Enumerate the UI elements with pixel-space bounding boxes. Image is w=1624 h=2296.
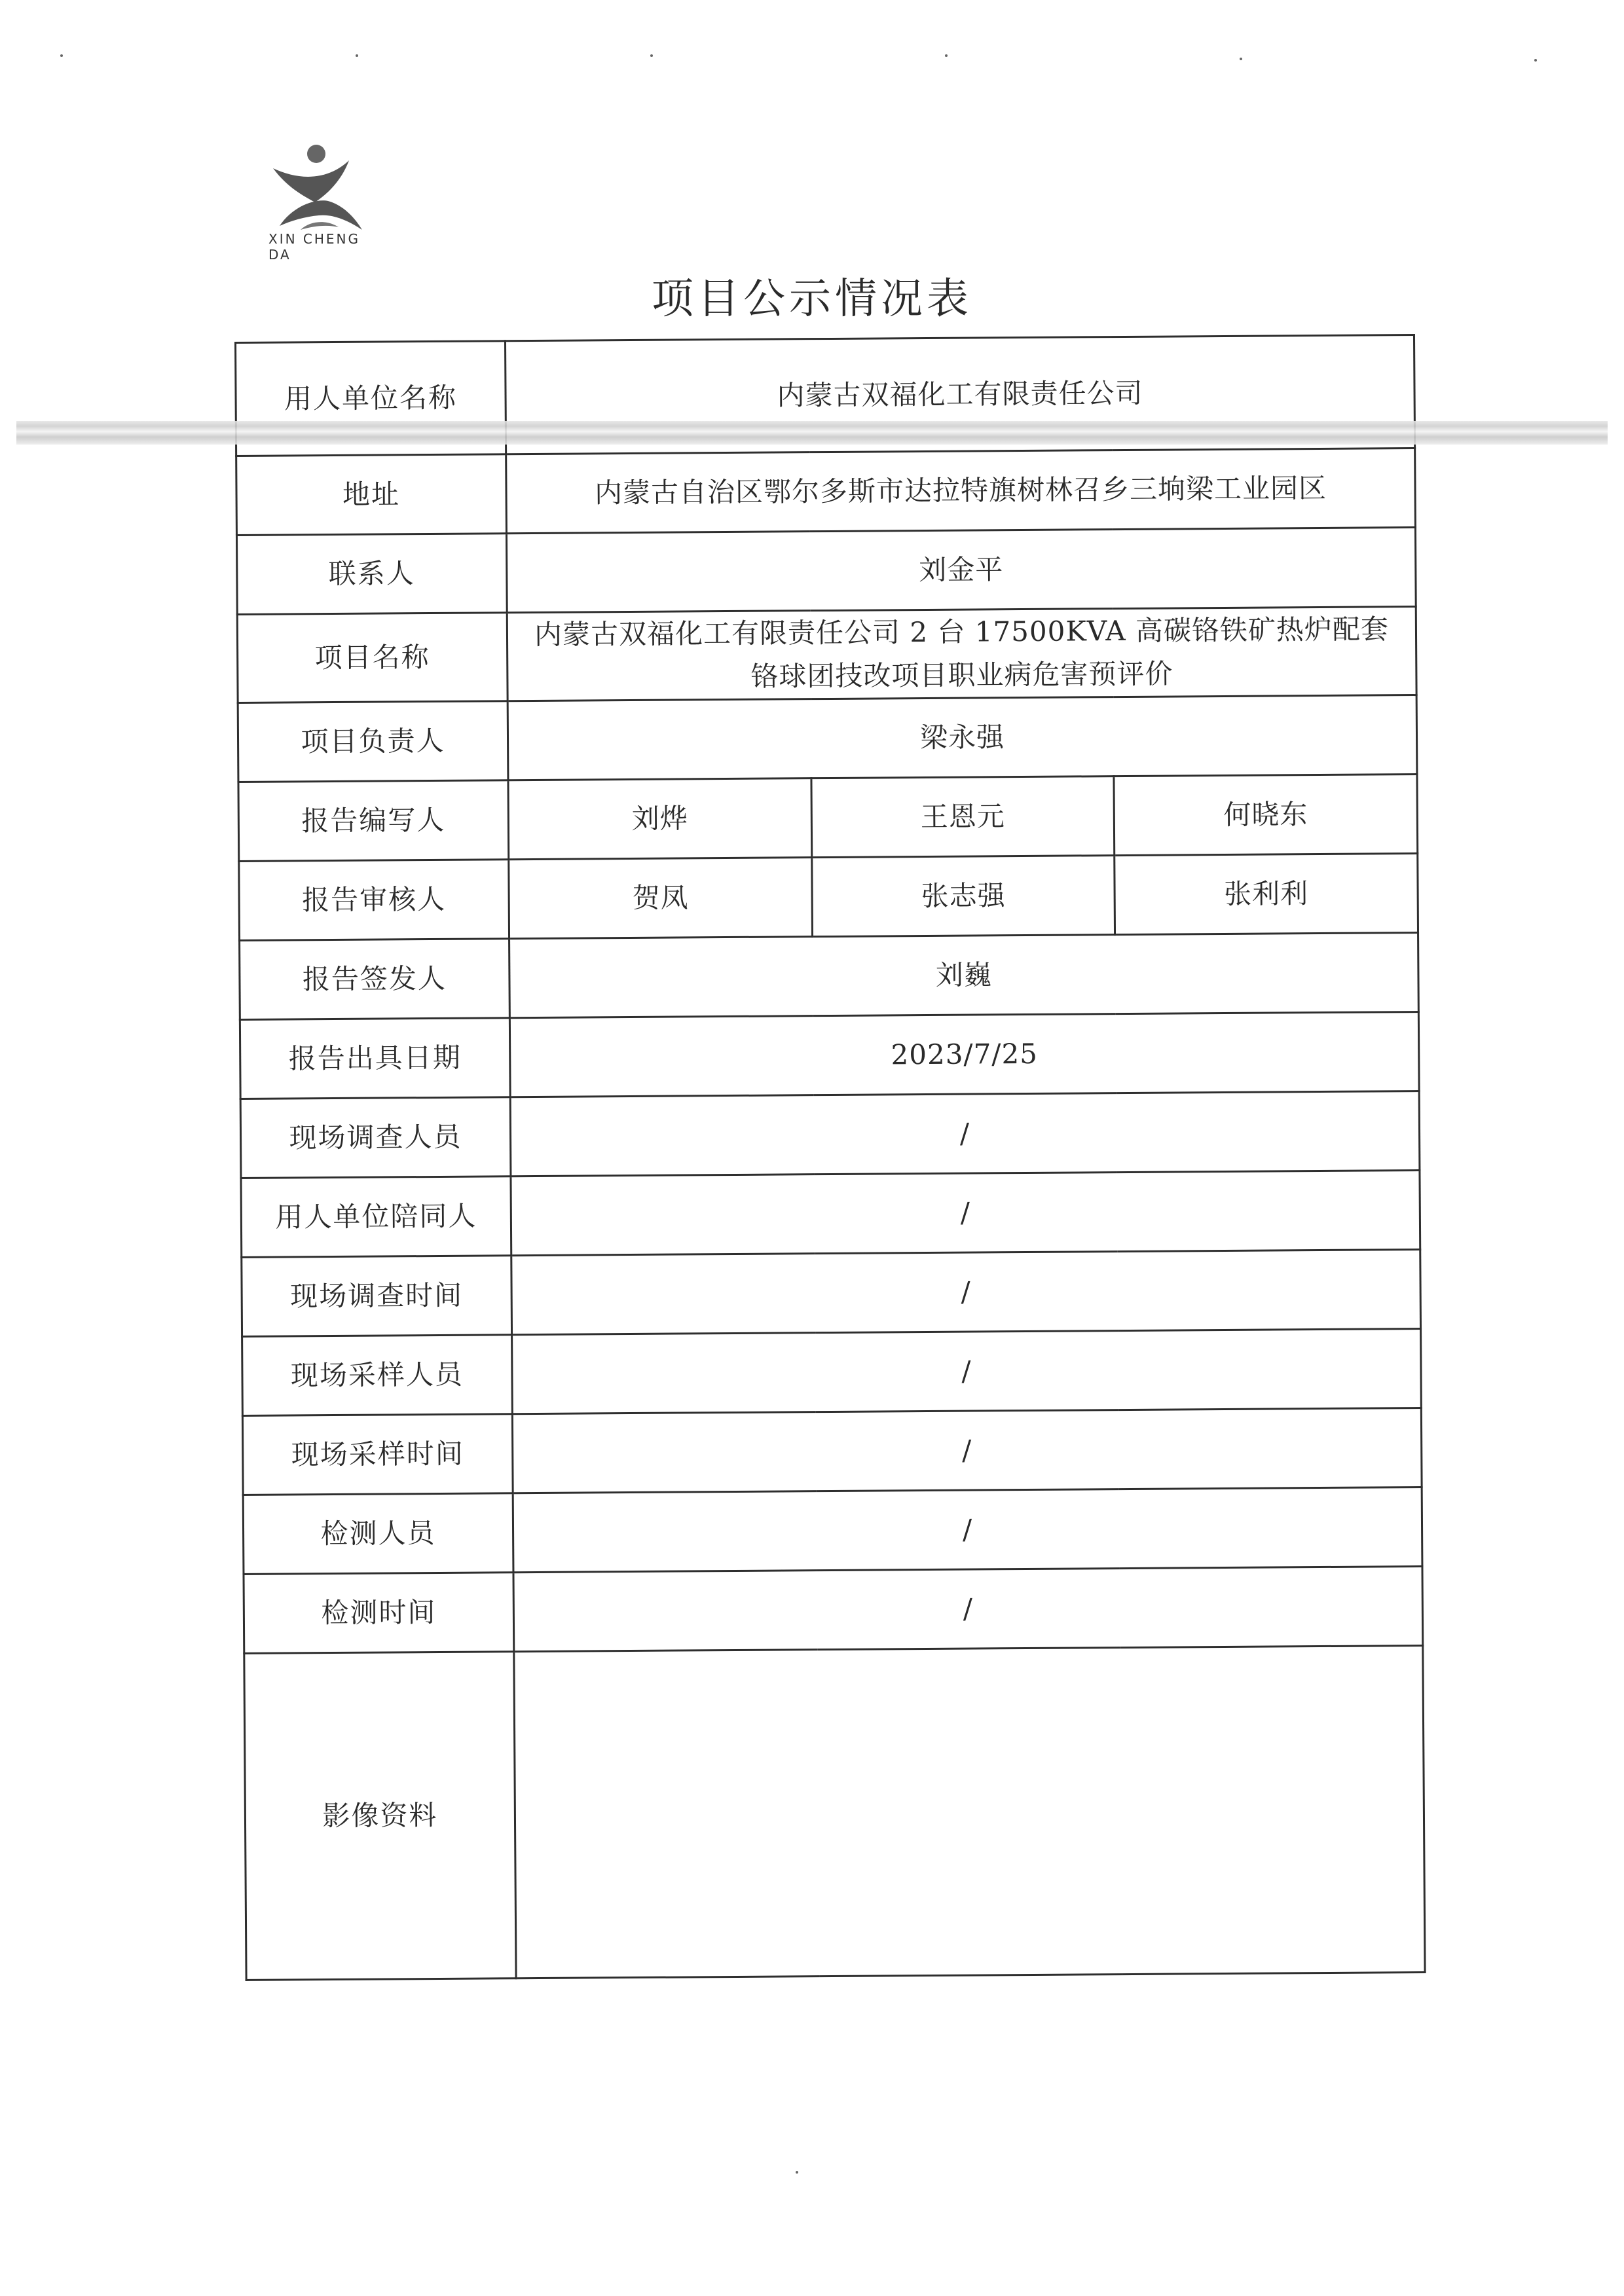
field-value: / xyxy=(510,1091,1420,1176)
table-row xyxy=(240,1091,1420,1178)
scan-dot xyxy=(1534,59,1537,62)
table-row xyxy=(236,528,1416,615)
page-title: 项目公示情况表 xyxy=(652,275,972,323)
field-value: 内蒙古双福化工有限责任公司 xyxy=(506,335,1415,454)
table-row xyxy=(236,448,1416,536)
field-label: 用人单位名称 xyxy=(236,341,506,456)
field-label: 报告审核人 xyxy=(239,860,509,941)
field-value: 刘金平 xyxy=(506,528,1416,613)
field-value: 梁永强 xyxy=(507,695,1417,780)
field-label: 联系人 xyxy=(236,534,507,615)
writer-name: 王恩元 xyxy=(811,776,1115,858)
field-value: / xyxy=(512,1408,1422,1493)
writer-name: 何晓东 xyxy=(1114,774,1418,856)
field-label: 报告编写人 xyxy=(238,780,509,862)
field-value: / xyxy=(512,1329,1422,1414)
table-row xyxy=(244,1646,1425,1980)
field-value: / xyxy=(511,1171,1420,1256)
field-label: 检测人员 xyxy=(243,1493,513,1575)
field-value xyxy=(507,607,1416,701)
field-label: 项目名称 xyxy=(237,613,507,703)
image-area xyxy=(514,1646,1425,1978)
table-row xyxy=(244,1567,1423,1654)
field-label: 报告出具日期 xyxy=(240,1018,510,1099)
field-label: 报告签发人 xyxy=(240,939,510,1020)
field-value: / xyxy=(511,1250,1421,1335)
table-row xyxy=(240,1012,1419,1099)
field-value: 内蒙古自治区鄂尔多斯市达拉特旗树林召乡三垧梁工业园区 xyxy=(506,448,1416,534)
field-label: 现场采样人员 xyxy=(242,1335,513,1416)
table-row xyxy=(238,695,1417,782)
reviewer-name: 贺凤 xyxy=(509,858,813,939)
field-label: 用人单位陪同人 xyxy=(241,1176,511,1258)
field-value: 刘巍 xyxy=(509,933,1419,1018)
field-label: 现场采样时间 xyxy=(242,1414,513,1495)
table-row xyxy=(242,1329,1422,1416)
project-info-table xyxy=(234,334,1426,1981)
field-value: / xyxy=(513,1487,1422,1573)
scan-dot xyxy=(796,2171,798,2174)
field-label: 影像资料 xyxy=(244,1652,516,1980)
table-row xyxy=(239,854,1418,941)
field-label: 项目负责人 xyxy=(238,701,508,782)
scan-dot xyxy=(650,54,653,57)
field-label: 现场调查时间 xyxy=(242,1256,512,1337)
table-row xyxy=(238,774,1418,862)
table-row xyxy=(243,1487,1422,1575)
scan-artifact-band xyxy=(16,421,1608,445)
field-label: 现场调查人员 xyxy=(240,1097,511,1178)
logo-text: XIN CHENG DA xyxy=(268,231,361,263)
reviewer-name: 张利利 xyxy=(1115,854,1418,935)
field-value: 2023/7/25 xyxy=(509,1012,1419,1097)
writer-name: 刘烨 xyxy=(508,778,812,860)
scan-dot xyxy=(60,54,63,57)
reviewer-name: 张志强 xyxy=(812,856,1115,937)
field-value: / xyxy=(513,1567,1423,1652)
table-row xyxy=(242,1250,1421,1337)
scan-dot xyxy=(1240,58,1242,60)
project-name-line-2: 铬球团技改项目职业病危害预评价 xyxy=(750,657,1173,693)
table-row xyxy=(242,1408,1422,1495)
table-row xyxy=(240,933,1419,1020)
scan-dot xyxy=(945,54,948,57)
field-label: 地址 xyxy=(236,454,507,536)
project-name-line-1: 内蒙古双福化工有限责任公司 2 台 17500KVA 高碳铬铁矿热炉配套 xyxy=(534,613,1390,651)
table-row xyxy=(241,1171,1420,1258)
field-label: 检测时间 xyxy=(244,1573,514,1654)
table-row xyxy=(237,607,1416,703)
scan-dot xyxy=(356,54,358,57)
